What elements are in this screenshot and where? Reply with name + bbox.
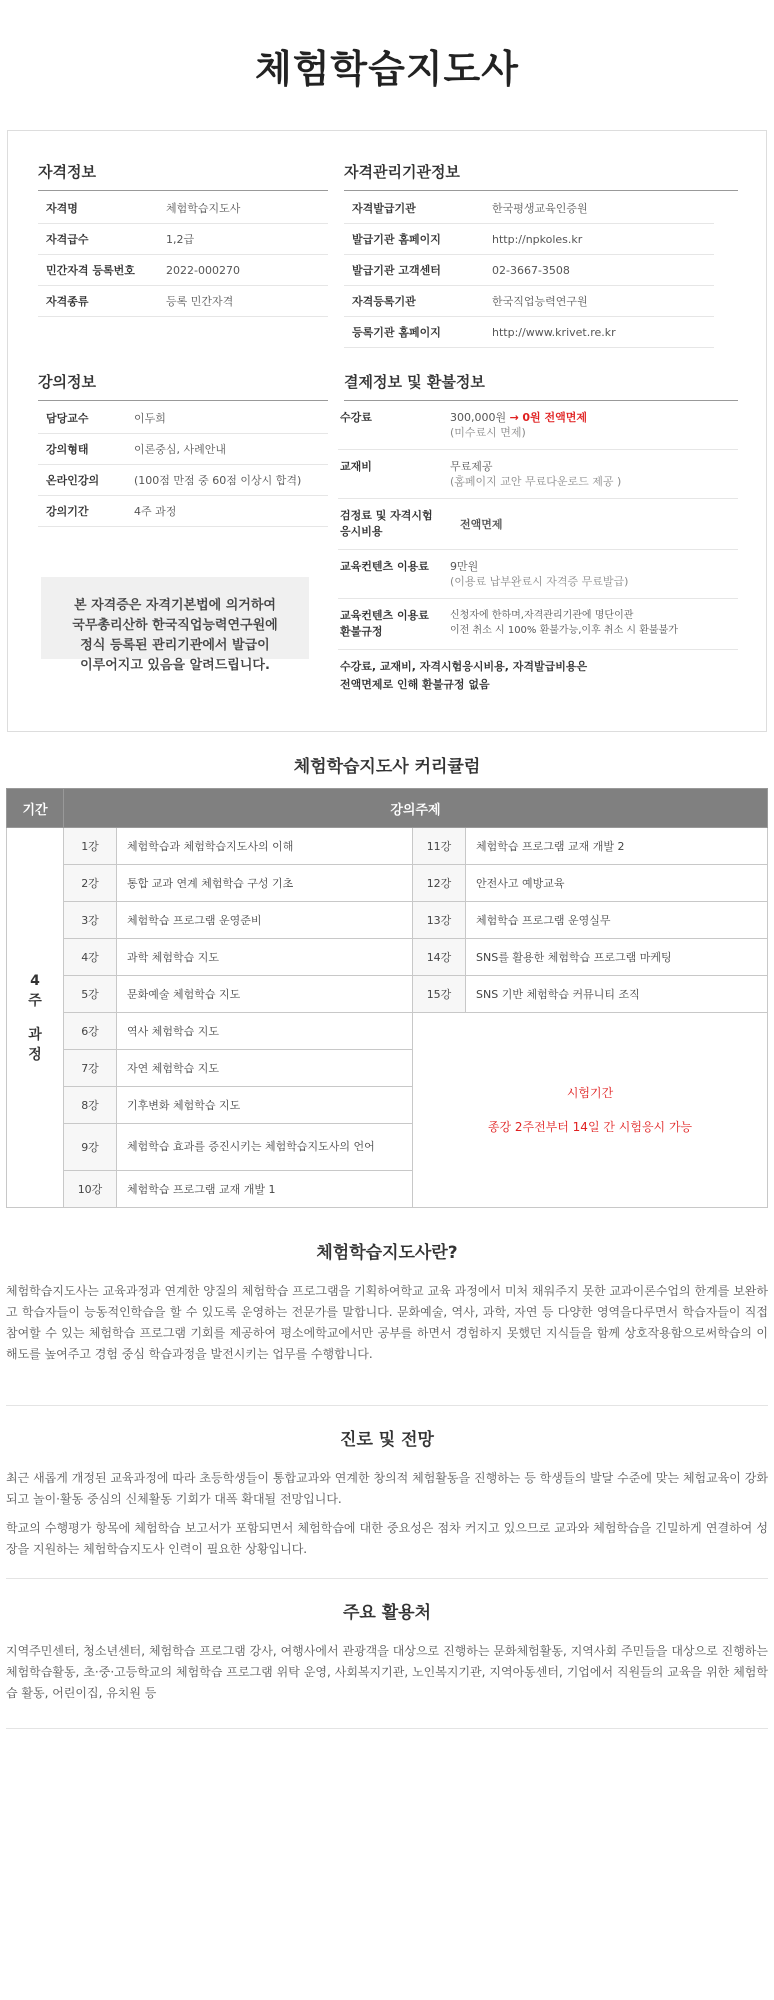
refund-label-1: 교육컨텐츠 이용료 xyxy=(340,609,429,622)
info-value: 한국직업능력연구원 xyxy=(492,295,588,308)
info-row xyxy=(38,224,328,255)
lesson-topic: 자연 체험학습 지도 xyxy=(117,1050,413,1087)
lesson-topic: 체험학습 프로그램 운영실무 xyxy=(466,902,768,939)
exam-label-2: 응시비용 xyxy=(340,525,383,538)
lesson-number: 9강 xyxy=(64,1124,117,1171)
info-value: 등록 민간자격 xyxy=(166,295,234,308)
about-body: 체험학습지도사는 교육과정과 연계한 양질의 체험학습 프로그램을 기획하여학교 교육 과정에서 미처 채워주지 못한 교과이론수업의 한계를 보완하고 학습자들이 능동적인학습을 할 수 있도록 운영하는 전문가를 말합니다. 문화예술, 역사, 과학, 자연 등 다양한 영역을다루면서 학습자들이 직접 참여할 수 있는 체험학습 프로그램 기회를 제공하여 평소에학교에서만 공부를 하면서 경험하지 못했던 지식들을 함께 상호작용함으로써학습의 이해도를 높여주고 경험 중심 학습과정을 발전시키는 업무를 수행합니다. xyxy=(6,1284,768,1361)
homepage-link[interactable]: http://www.krivet.re.kr xyxy=(492,325,616,339)
refund-value-2: 이전 취소 시 100% 환불가능,이후 취소 시 환불불가 xyxy=(450,625,678,636)
exam-period-cell xyxy=(413,1013,768,1208)
arrow-icon: → xyxy=(509,411,519,424)
lecture-info-heading: 강의정보 xyxy=(38,371,328,401)
period-char: 4 xyxy=(30,972,40,989)
free-price: 0원 전액면제 xyxy=(522,411,587,424)
info-key: 민간자격 등록번호 xyxy=(46,264,135,277)
lesson-topic: 체험학습 프로그램 교재 개발 2 xyxy=(466,828,768,865)
lesson-topic: 체험학습 프로그램 운영준비 xyxy=(117,902,413,939)
lesson-topic: SNS를 활용한 체험학습 프로그램 마케팅 xyxy=(466,939,768,976)
table-row xyxy=(7,1013,768,1050)
about-section xyxy=(6,1238,768,1365)
table-row xyxy=(7,902,768,939)
fee-sub: (미수료시 면제) xyxy=(450,426,526,439)
curriculum-title: 체험학습지도사 커리큘럼 xyxy=(293,757,481,777)
mgmt-info-section xyxy=(344,161,738,348)
info-value xyxy=(450,410,738,440)
info-key: 담당교수 xyxy=(46,412,89,425)
info-row xyxy=(38,286,328,317)
lesson-number: 12강 xyxy=(413,865,466,902)
period-char: 주 xyxy=(28,992,42,1009)
career-title: 진로 및 전망 xyxy=(340,1430,434,1450)
info-value: 2022-000270 xyxy=(166,263,240,277)
info-key: 등록기관 홈페이지 xyxy=(352,326,441,339)
header-period: 기간 xyxy=(7,789,64,828)
career-paragraph: 학교의 수행평가 항목에 체험학습 보고서가 포함되면서 체험학습에 대한 중요성은 점차 커지고 있으므로 교과와 체험학습을 긴밀하게 연결하여 성장을 지원하는 체험학습지도사 인력이 필요한 상황입니다. xyxy=(6,1521,768,1556)
exam-fee-value: 전액면제 xyxy=(460,517,503,531)
table-header-row xyxy=(7,789,768,828)
qual-info-heading: 자격정보 xyxy=(38,161,328,191)
foot-line: 전액면제로 인해 환불규정 없음 xyxy=(340,678,490,691)
info-value: 4주 과정 xyxy=(134,505,177,518)
info-key: 자격발급기관 xyxy=(352,202,416,215)
divider xyxy=(6,1578,768,1579)
lesson-number: 10강 xyxy=(64,1171,117,1208)
original-price: 300,000원 xyxy=(450,411,507,424)
info-key: 온라인강의 xyxy=(46,474,100,487)
lesson-number: 13강 xyxy=(413,902,466,939)
lesson-topic: 과학 체험학습 지도 xyxy=(117,939,413,976)
info-row xyxy=(344,317,714,348)
header-topic: 강의주제 xyxy=(64,789,768,828)
lesson-number: 2강 xyxy=(64,865,117,902)
lesson-number: 6강 xyxy=(64,1013,117,1050)
info-box xyxy=(7,130,767,732)
foot-line: 수강료, 교재비, 자격시험응시비용, 자격발급비용은 xyxy=(340,660,588,673)
table-row xyxy=(7,939,768,976)
exam-label-1: 검정료 및 자격시험 xyxy=(340,509,433,522)
info-row xyxy=(344,224,714,255)
lesson-number: 11강 xyxy=(413,828,466,865)
lesson-number: 14강 xyxy=(413,939,466,976)
info-key: 자격명 xyxy=(46,202,78,215)
info-value xyxy=(450,459,738,489)
homepage-link[interactable]: http://npkoles.kr xyxy=(492,232,583,246)
places-title: 주요 활용처 xyxy=(342,1603,432,1623)
book-row xyxy=(338,450,738,499)
info-key: 강의기간 xyxy=(46,505,89,518)
info-key xyxy=(338,508,460,540)
career-section xyxy=(6,1425,768,1560)
info-value: 1,2급 xyxy=(166,233,195,246)
info-key: 자격종류 xyxy=(46,295,89,308)
lesson-number: 4강 xyxy=(64,939,117,976)
mgmt-info-heading: 자격관리기관정보 xyxy=(344,161,738,191)
registration-notice xyxy=(41,577,309,673)
divider xyxy=(6,1728,768,1729)
fee-row xyxy=(338,401,738,450)
lesson-number: 7강 xyxy=(64,1050,117,1087)
notice-line: 본 자격증은 자격기본법에 의거하여 xyxy=(74,598,276,613)
refund-value-1: 신청자에 한하며,자격관리기관에 명단이관 xyxy=(450,610,634,621)
info-value xyxy=(450,559,738,589)
info-value xyxy=(450,608,738,640)
notice-line: 국무총리산하 한국직업능력연구원에 xyxy=(72,618,278,633)
qual-info-section xyxy=(38,161,328,317)
info-row xyxy=(38,255,328,286)
places-section xyxy=(6,1598,768,1704)
info-key: 수강료 xyxy=(340,411,372,424)
info-value: 한국평생교육인증원 xyxy=(492,202,588,215)
about-title: 체험학습지도사란? xyxy=(316,1243,458,1263)
lesson-topic: 문화예술 체험학습 지도 xyxy=(117,976,413,1013)
info-value: 체험학습지도사 xyxy=(166,202,241,215)
lesson-topic: 안전사고 예방교육 xyxy=(466,865,768,902)
career-paragraph: 최근 새롭게 개정된 교육과정에 따라 초등학생들이 통합교과와 연계한 창의적 체험활동을 진행하는 등 학생들의 발달 수준에 맞는 체험교육이 강화되고 놀이·활동 중심의 신체활동 기회가 대폭 확대될 전망입니다. xyxy=(6,1471,768,1506)
info-row xyxy=(344,193,714,224)
payment-info-section xyxy=(338,371,738,702)
exam-title: 시험기간 xyxy=(566,1086,614,1100)
info-key: 자격등록기관 xyxy=(352,295,416,308)
lesson-number: 8강 xyxy=(64,1087,117,1124)
info-key xyxy=(338,608,450,640)
curriculum-table xyxy=(6,788,768,1208)
period-char: 과 xyxy=(28,1026,42,1043)
lecture-info-section xyxy=(38,371,328,527)
notice-line: 이루어지고 있음을 알려드립니다. xyxy=(80,658,270,673)
divider xyxy=(6,1405,768,1406)
info-key: 발급기관 고객센터 xyxy=(352,264,441,277)
info-key: 교재비 xyxy=(340,460,372,473)
lesson-topic: 기후변화 체험학습 지도 xyxy=(117,1087,413,1124)
notice-line: 정식 등록된 관리기관에서 발급이 xyxy=(80,638,270,653)
lesson-topic: SNS 기반 체험학습 커뮤니티 조직 xyxy=(466,976,768,1013)
info-row xyxy=(38,434,328,465)
info-key: 강의형태 xyxy=(46,443,89,456)
content-value: 9만원 xyxy=(450,560,479,573)
exam-fee-row xyxy=(338,499,738,550)
info-value: 02-3667-3508 xyxy=(492,263,570,277)
period-char: 정 xyxy=(28,1046,42,1063)
info-key: 교육컨텐츠 이용료 xyxy=(340,560,429,573)
lesson-topic: 체험학습 프로그램 교재 개발 1 xyxy=(117,1171,413,1208)
lesson-number: 3강 xyxy=(64,902,117,939)
places-body: 지역주민센터, 청소년센터, 체험학습 프로그램 강사, 여행사에서 관광객을 대상으로 진행하는 문화체험활동, 지역사회 주민들을 대상으로 진행하는 체험학습활동, 초·중·고등학교의 체험학습 프로그램 위탁 운영, 사회복지기관, 노인복지기관, 지역아동센터, 기업에서 직원들의 교육을 위한 체험학습 활동, 어린이집, 유치원 등 xyxy=(6,1644,768,1700)
period-cell xyxy=(7,828,64,1208)
lesson-number: 1강 xyxy=(64,828,117,865)
lesson-topic: 체험학습과 체험학습지도사의 이해 xyxy=(117,828,413,865)
info-row xyxy=(38,403,328,434)
lesson-number: 5강 xyxy=(64,976,117,1013)
table-row xyxy=(7,828,768,865)
info-value: (100점 만점 중 60점 이상시 합격) xyxy=(134,474,302,487)
payment-info-heading: 결제정보 및 환불정보 xyxy=(344,371,738,401)
lesson-number: 15강 xyxy=(413,976,466,1013)
page-title: 체험학습지도사 xyxy=(255,47,519,91)
info-row xyxy=(344,255,714,286)
info-value: 이론중심, 사례안내 xyxy=(134,443,227,456)
content-fee-row xyxy=(338,550,738,599)
info-key: 자격급수 xyxy=(46,233,89,246)
refund-label-2: 환불규정 xyxy=(340,625,383,638)
exam-desc: 종강 2주전부터 14일 간 시험응시 가능 xyxy=(487,1120,693,1134)
table-row xyxy=(7,865,768,902)
lesson-topic: 통합 교과 연계 체험학습 구성 기초 xyxy=(117,865,413,902)
lesson-topic: 체험학습 효과를 증진시키는 체험학습지도사의 언어 xyxy=(117,1124,413,1171)
book-value: 무료제공 xyxy=(450,460,493,473)
lesson-topic: 역사 체험학습 지도 xyxy=(117,1013,413,1050)
book-sub: (홈페이지 교안 무료다운로드 제공 ) xyxy=(450,475,622,488)
content-sub: (이용료 납부완료시 자격증 무료발급) xyxy=(450,575,629,588)
refund-foot-note xyxy=(338,650,738,702)
refund-row xyxy=(338,599,738,650)
info-row xyxy=(38,465,328,496)
info-key: 발급기관 홈페이지 xyxy=(352,233,441,246)
info-row xyxy=(38,496,328,527)
info-value: 이두희 xyxy=(134,412,166,425)
info-row xyxy=(344,286,714,317)
table-row xyxy=(7,976,768,1013)
info-row xyxy=(38,193,328,224)
